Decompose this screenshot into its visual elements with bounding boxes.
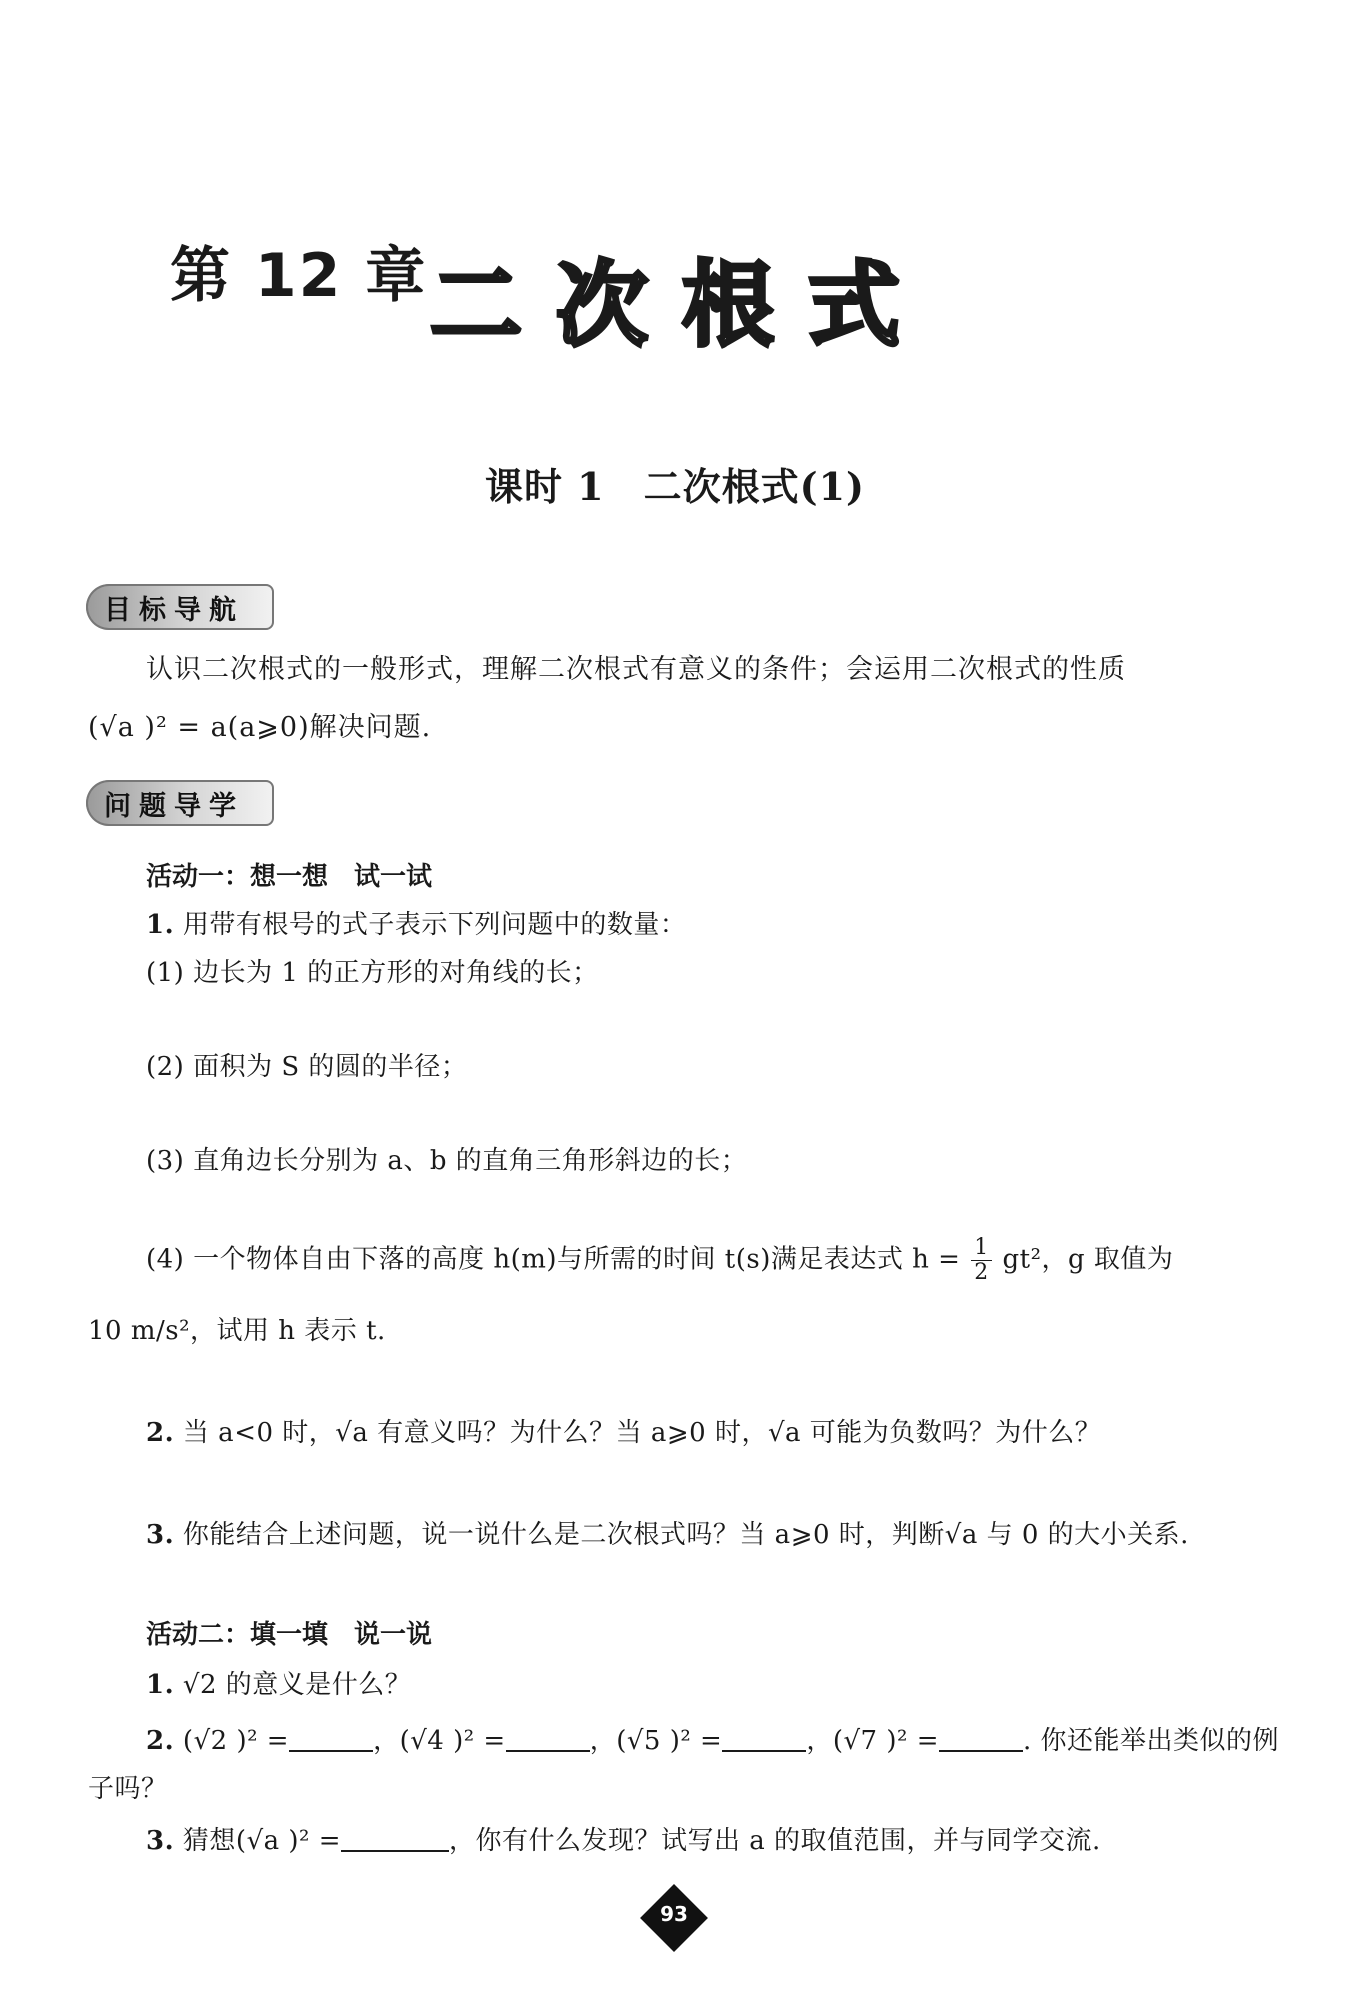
chapter-title: 二次根式 <box>430 252 935 359</box>
question-text-tail: . 你还能举出类似的例 <box>1022 1726 1280 1756</box>
activity1-question-1-3: (3) 直角边长分别为 a、b 的直角三角形斜边的长； <box>146 1146 748 1176</box>
answer-blank[interactable] <box>939 1726 1023 1752</box>
activity1-question-1 <box>146 904 686 941</box>
chapter-label: 第 12 章 <box>170 241 428 311</box>
activity2-question-2 <box>146 1720 1279 1757</box>
question-text: 当 a<0 时，√a 有意义吗？为什么？当 a⩾0 时，√a 可能为负数吗？为什么？ <box>182 1418 1102 1448</box>
section-badge-problem <box>86 780 274 826</box>
fraction-denominator: 2 <box>974 1260 989 1285</box>
answer-blank[interactable] <box>506 1726 590 1752</box>
goal-text-line2: (√a )² = a(a⩾0)解决问题. <box>88 712 432 743</box>
page-number: 93 <box>660 1902 688 1926</box>
question-number: 2. <box>146 1726 175 1756</box>
expr-sqrt7-squared: ，(√7 )² = <box>806 1726 939 1756</box>
expr-sqrt5-squared: ，(√5 )² = <box>589 1726 723 1756</box>
question-number: 3. <box>146 1826 175 1856</box>
activity1-question-1-4-cont: 10 m/s²，试用 h 表示 t. <box>88 1316 386 1346</box>
activity1-question-1-2: (2) 面积为 S 的圆的半径； <box>146 1052 468 1082</box>
section-badge-problem-label: 问题导学 <box>104 790 244 822</box>
fraction-one-half <box>971 1236 992 1285</box>
expr-sqrt2-squared: (√2 )² = <box>182 1726 290 1756</box>
activity1-question-2 <box>146 1412 1101 1449</box>
activity2-question-3 <box>146 1820 1101 1857</box>
activity2-title: 活动二：填一填 说一说 <box>146 1620 433 1650</box>
question-text: √2 的意义是什么？ <box>182 1670 412 1700</box>
expr-guess: 猜想(√a )² = <box>182 1826 342 1856</box>
section-badge-goal-label: 目标导航 <box>104 594 244 626</box>
activity2-question-1 <box>146 1664 411 1701</box>
expr-sqrt4-squared: ，(√4 )² = <box>373 1726 506 1756</box>
goal-text-line1: 认识二次根式的一般形式，理解二次根式有意义的条件；会运用二次根式的性质 <box>146 654 1126 685</box>
lesson-title: 课时 1 二次根式(1) <box>484 464 866 509</box>
answer-blank[interactable] <box>289 1726 373 1752</box>
question-text-tail: ，你有什么发现？试写出 a 的取值范围，并与同学交流. <box>449 1826 1101 1856</box>
question-text: 你能结合上述问题，说一说什么是二次根式吗？当 a⩾0 时，判断√a 与 0 的大小关系. <box>182 1520 1189 1550</box>
question-text-part2: gt²，g 取值为 <box>1002 1244 1174 1275</box>
activity1-title: 活动一：想一想 试一试 <box>146 862 433 892</box>
question-number: 1. <box>146 1670 175 1700</box>
question-number: 2. <box>146 1418 175 1448</box>
question-number: 1. <box>146 910 175 940</box>
answer-blank[interactable] <box>341 1826 449 1852</box>
question-number: 3. <box>146 1520 175 1550</box>
activity1-question-1-4 <box>146 1236 1173 1285</box>
fraction-numerator: 1 <box>971 1236 992 1261</box>
answer-blank[interactable] <box>722 1726 806 1752</box>
question-text: 用带有根号的式子表示下列问题中的数量： <box>182 910 687 940</box>
activity1-question-3 <box>146 1514 1189 1551</box>
activity2-question-2-cont: 子吗？ <box>88 1774 168 1804</box>
activity1-question-1-1: (1) 边长为 1 的正方形的对角线的长； <box>146 958 599 988</box>
question-text-part1: (4) 一个物体自由下落的高度 h(m)与所需的时间 t(s)满足表达式 h = <box>146 1244 961 1275</box>
section-badge-goal <box>86 584 274 630</box>
